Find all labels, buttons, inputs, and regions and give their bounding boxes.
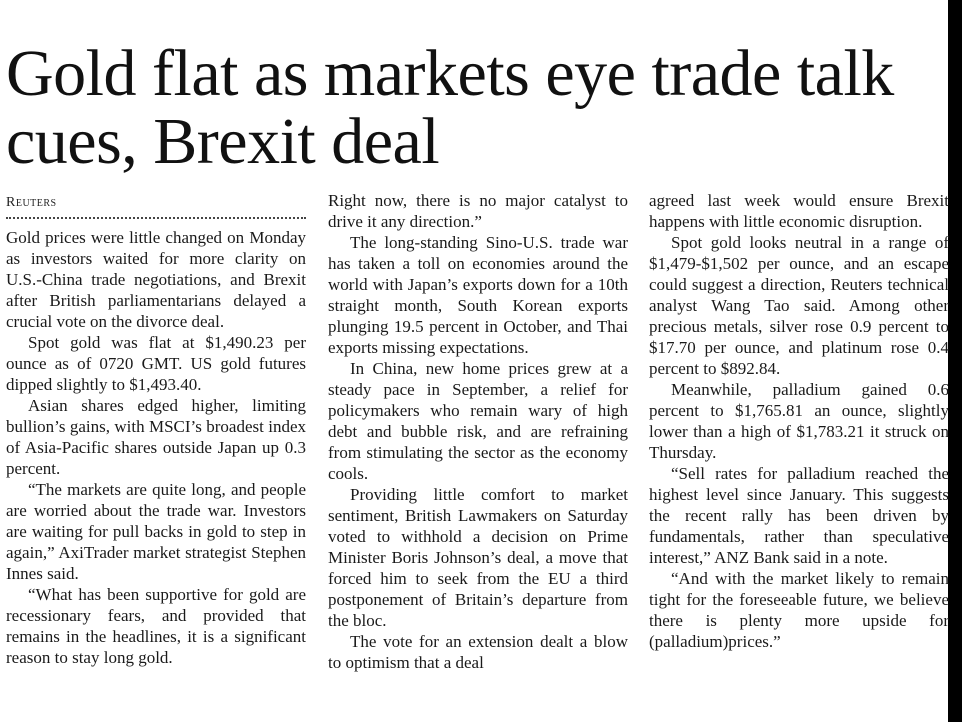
- paragraph: Gold prices were little changed on Monday as investors waited for more clarity on U.S.-China trade negotiations, and Brexit after British parliamentarians delayed a crucial vote on the divorce deal.: [6, 228, 306, 331]
- paragraph: The long-standing Sino-U.S. trade war has taken a toll on economies around the world with Japan’s exports down for a 10th straight month, South Korean exports plunging 19.5 percent in October, and Thai exports missing expectations.: [328, 233, 628, 357]
- paragraph: Providing little comfort to market sentiment, British Lawmakers on Saturday voted to withhold a decision on Prime Minister Boris Johnson’s deal, a move that forced him to seek from the EU a third postponement of Britain’s departure from the bloc.: [328, 485, 628, 630]
- column-1: [6, 190, 306, 668]
- paragraph: Spot gold looks neutral in a range of $1,479-$1,502 per ounce, and an escape could suggest a direction, Reuters technical analyst Wang Tao said. Among other precious metals, silver rose 0.9 percent to $17.70 per ounce, and platinum rose 0.4 percent to $892.84.: [649, 233, 949, 378]
- paragraph: agreed last week would ensure Brexit happens with little economic disruption.: [649, 191, 949, 231]
- paragraph: Meanwhile, palladium gained 0.6 percent to $1,765.81 an ounce, slightly lower than a high of $1,783.21 it struck on Thursday.: [649, 380, 949, 462]
- paragraph: In China, new home prices grew at a steady pace in September, a relief for policymakers who remain wary of high debt and bubble risk, and are refraining from stimulating the sector as the economy cools.: [328, 359, 628, 483]
- headline: Gold flat as markets eye trade talk cues, Brexit deal: [6, 37, 894, 178]
- column-2: [328, 190, 628, 673]
- column-3: [649, 190, 949, 652]
- paragraph: “Sell rates for palladium reached the highest level since January. This suggests the recent rally has been driven by fundamentals, rather than speculative interest,” ANZ Bank said in a note.: [649, 464, 949, 567]
- byline: Reuters: [6, 195, 57, 210]
- paragraph: “The markets are quite long, and people are worried about the trade war. Investors are waiting for pull backs in gold to step in again,” AxiTrader market strategist Stephen Innes said.: [6, 480, 306, 583]
- paragraph: “And with the market likely to remain tight for the foreseeable future, we believe there is plenty more upside for (palladium)prices.”: [649, 569, 949, 651]
- paragraph: Spot gold was flat at $1,490.23 per ounce as of 0720 GMT. US gold futures dipped slightly to $1,493.40.: [6, 333, 306, 394]
- page-edge-bar: [948, 0, 962, 722]
- paragraph: “What has been supportive for gold are recessionary fears, and provided that remains in the headlines, it is a significant reason to stay long gold.: [6, 585, 306, 667]
- byline-divider: [6, 217, 306, 219]
- paragraph: Right now, there is no major catalyst to drive it any direction.”: [328, 191, 628, 231]
- paragraph: Asian shares edged higher, limiting bullion’s gains, with MSCI’s broadest index of Asia-Pacific shares outside Japan up 0.3 percent.: [6, 396, 306, 478]
- paragraph: The vote for an extension dealt a blow to optimism that a deal: [328, 632, 628, 672]
